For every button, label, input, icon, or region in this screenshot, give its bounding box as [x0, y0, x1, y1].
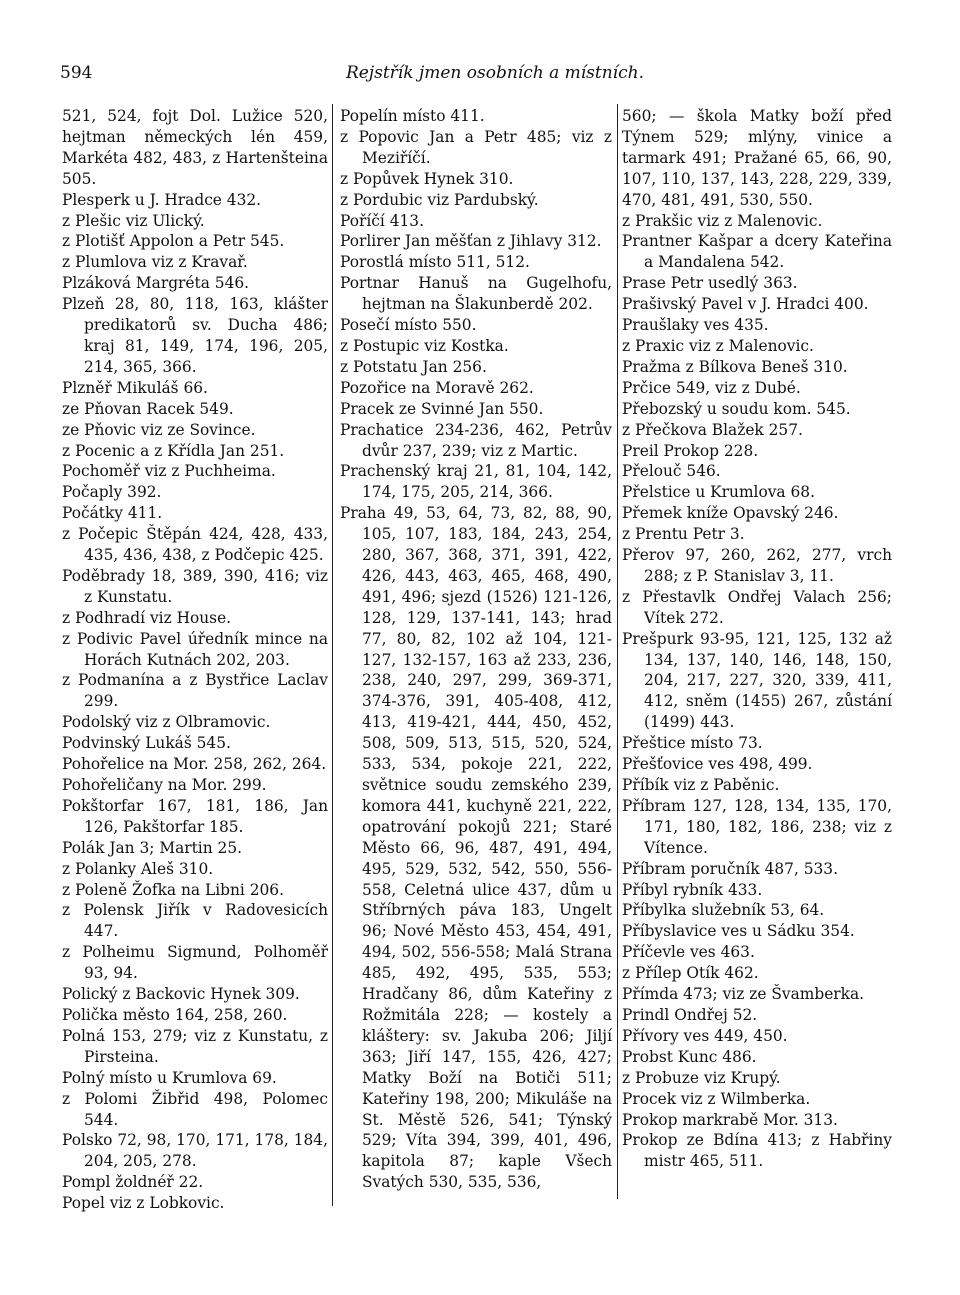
index-entry: Plesperk u J. Hradce 432. — [62, 190, 262, 209]
index-entry: z Prakšic viz z Malenovic. — [622, 211, 823, 230]
index-entry: Polsko 72, 98, 170, 171, 178, 184, 204, 205, 278. — [62, 1131, 328, 1171]
index-entry: Přívory ves 449, 450. — [622, 1026, 788, 1045]
index-entry: Prašivský Pavel v J. Hradci 400. — [622, 295, 869, 314]
index-entry: Prachenský kraj 21, 81, 104, 142, 174, 175, 205, 214, 366. — [340, 462, 612, 502]
index-entry: Počaply 392. — [62, 483, 162, 502]
index-entry: Pohořeličany na Mor. 299. — [62, 776, 267, 794]
index-entry: Příbram poručník 487, 533. — [622, 859, 838, 878]
index-entry: z Praxic viz z Malenovic. — [622, 336, 814, 355]
index-entry: Přešťovice ves 498, 499. — [622, 755, 813, 774]
index-entry: Pochoměř viz z Puchheima. — [62, 462, 276, 481]
index-entry: Pohořelice na Mor. 258, 262, 264. — [62, 755, 327, 774]
index-entry: Poděbrady 18, 389, 390, 416; viz z Kunstatu. — [62, 566, 328, 606]
index-entry: Polický z Backovic Hynek 309. — [62, 985, 300, 1004]
index-entry: ze Pňovic viz ze Sovince. — [62, 420, 256, 439]
index-entry: Příbyslavice ves u Sádku 354. — [622, 922, 855, 941]
index-entry: ze Pňovan Racek 549. — [62, 399, 234, 418]
index-entry: Příbyl rybník 433. — [622, 880, 763, 899]
index-entry: Příbram 127, 128, 134, 135, 170, 171, 180, 182, 186, 238; viz z Vítence. — [622, 796, 892, 857]
index-entry: z Pordubic viz Pardubský. — [340, 190, 539, 209]
index-entry: z Polensk Jiřík v Radovesicích 447. — [62, 901, 328, 941]
index-entry: Plzněř Mikuláš 66. — [62, 378, 208, 397]
index-entry: z Polomi Žibřid 498, Polomec 544. — [62, 1089, 328, 1129]
index-entry: Pokštorfar 167, 181, 186, Jan 126, Pakštorfar 185. — [62, 796, 328, 836]
index-entry: Přemek kníže Opavský 246. — [622, 504, 839, 523]
index-entry: Posečí místo 550. — [340, 316, 477, 335]
index-entry: Prčice 549, viz z Dubé. — [622, 378, 801, 397]
index-entry: z Podivic Pavel úředník mince na Horách Kutnách 202, 203. — [62, 629, 328, 669]
index-entry: Přelouč 546. — [622, 462, 721, 481]
index-entry: Plzeň 28, 80, 118, 163, klášter predikatorů sv. Ducha 486; kraj 81, 149, 174, 196, 205, 214, 365, 366. — [62, 295, 328, 376]
index-entry: Prindl Ondřej 52. — [622, 1005, 758, 1024]
index-entry: z Přestavlk Ondřej Valach 256; Vítek 272. — [622, 587, 892, 627]
index-entry: Příbylka služebník 53, 64. — [622, 901, 825, 920]
index-entry: Praušlaky ves 435. — [622, 316, 769, 335]
index-entry: Probst Kunc 486. — [622, 1047, 757, 1066]
column-divider — [332, 104, 333, 1206]
index-entry: z Plotišť Appolon a Petr 545. — [62, 232, 285, 251]
index-column-left — [62, 106, 328, 1214]
index-entry: z Přílep Otík 462. — [622, 964, 759, 983]
index-column-middle — [340, 106, 612, 1193]
index-entry: Podolský viz z Olbramovic. — [62, 713, 271, 732]
running-title: Rejstřík jmen osobních a místních. — [345, 63, 644, 83]
index-entry: Procek viz z Wilmberka. — [622, 1089, 811, 1108]
index-entry: Polná 153, 279; viz z Kunstatu, z Pirsteina. — [62, 1026, 328, 1066]
index-entry: z Pocenic a z Křídla Jan 251. — [62, 441, 285, 460]
index-entry: Poříčí 413. — [340, 211, 424, 230]
index-entry: Popel viz z Lobkovic. — [62, 1194, 225, 1213]
index-entry: z Potstatu Jan 256. — [340, 357, 487, 376]
index-entry: Porlirer Jan měšťan z Jihlavy 312. — [340, 232, 602, 251]
index-entry: Plzáková Margréta 546. — [62, 274, 250, 293]
index-entry: Pozořice na Moravě 262. — [340, 378, 534, 397]
index-entry: Praha 49, 53, 64, 73, 82, 88, 90, 105, 107, 183, 184, 243, 254, 280, 367, 368, 371, 391, 422, 426, 443, 463, 465, 468, 490, 491, 496; sjezd (1526) 121-126, 128, 129, 137-141, 143; hrad 77, 80, 82, 102 až 104, 121-127, 132-157, 163 až 233, 236, 238, 240, 297, 299, 369-371, 374-376, 391, 405-408, 412, 413, 419-421, 444, 450, 452, 508, 509, 513, 515, 520, 524, 533, 534, pokoje 221, 222, světnice soudu zemského 239, komora 441, kuchyně 221, 222, opatrování pokojů 221; Staré Město 66, 96, 487, 491, 494, 495, 529, 532, 542, 550, 556-558, Celetná ulice 437, dům u Stříbrných páva 183, Ungelt 96; Nové Město 453, 454, 491, 494, 502, 556-558; Malá Strana 485, 492, 495, 535, 553; Hradčany 86, dům Kateřiny z Rožmitála 228; — kostely a kláštery: sv. Jakuba 206; Jiljí 363; Jiří 147, 155, 426, 427; Matky Boží na Botiči 511; Kateřiny 198, 200; Mikuláše na St. Městě 526, 541; Týnský 529; Víta 394, 399, 401, 496, kapitola 87; kaple Všech Svatých 530, 535, 536, — [340, 504, 612, 1192]
index-entry: z Plumlova viz z Kravař. — [62, 253, 248, 272]
index-entry: Prachatice 234-236, 462, Petrův dvůr 237, 239; viz z Martic. — [340, 420, 612, 460]
index-entry: Prokop markrabě Mor. 313. — [622, 1110, 838, 1129]
index-entry: Podvinský Lukáš 545. — [62, 734, 231, 753]
index-entry: Preil Prokop 228. — [622, 441, 759, 460]
index-entry: z Podhradí viz House. — [62, 608, 232, 627]
index-entry: z Přečkova Blažek 257. — [622, 420, 803, 439]
index-entry: Porostlá místo 511, 512. — [340, 253, 530, 272]
index-entry: 521, 524, fojt Dol. Lužice 520, hejtman německých lén 459, Markéta 482, 483, z Hartenšteina 505. — [62, 107, 328, 188]
index-entry: z Probuze viz Krupý. — [622, 1068, 781, 1087]
index-entry: Pražma z Bílkova Beneš 310. — [622, 357, 848, 376]
index-entry: Příčevle ves 463. — [622, 943, 755, 962]
index-entry: Polák Jan 3; Martin 25. — [62, 838, 243, 857]
index-entry: Přerov 97, 260, 262, 277, vrch 288; z P. Stanislav 3, 11. — [622, 546, 892, 585]
index-entry: z Polanky Aleš 310. — [62, 859, 214, 878]
column-divider — [617, 104, 618, 1199]
index-entry: 560; — škola Matky boží před Týnem 529; mlýny, vinice a tarmark 491; Pražané 65, 66, 90, 107, 110, 137, 143, 228, 229, 339, 470, 481, 491, 530, 550. — [622, 107, 892, 209]
index-entry: Portnar Hanuš na Gugelhofu, hejtman na Šlakunberdě 202. — [340, 274, 612, 314]
index-column-right — [622, 106, 892, 1172]
index-entry: Prase Petr usedlý 363. — [622, 274, 798, 293]
index-entry: Pompl žoldnéř 22. — [62, 1173, 204, 1192]
index-entry: Prantner Kašpar a dcery Kateřina a Mandalena 542. — [622, 232, 892, 272]
index-entry: Přímda 473; viz ze Švamberka. — [622, 985, 865, 1004]
index-entry: Prešpurk 93-95, 121, 125, 132 až 134, 137, 140, 146, 148, 150, 204, 217, 227, 320, 339, 411, 412, sněm (1455) 267, zůstání (1499) 443. — [622, 629, 892, 732]
page-number: 594 — [60, 63, 93, 83]
index-entry: Popelín místo 411. — [340, 107, 485, 125]
index-entry: Polný místo u Krumlova 69. — [62, 1068, 277, 1087]
index-entry: z Plešic viz Ulický. — [62, 211, 205, 230]
index-entry: z Popůvek Hynek 310. — [340, 169, 514, 188]
index-entry: z Popovic Jan a Petr 485; viz z Meziříčí. — [340, 127, 612, 167]
index-entry: Polička město 164, 258, 260. — [62, 1005, 288, 1024]
index-entry: Pracek ze Svinné Jan 550. — [340, 399, 544, 418]
index-entry: z Polheimu Sigmund, Polhoměř 93, 94. — [62, 943, 328, 983]
index-entry: Přeštice místo 73. — [622, 734, 763, 753]
index-entry: Prokop ze Bdína 413; z Habřiny mistr 465, 511. — [622, 1131, 892, 1171]
index-entry: z Postupic viz Kostka. — [340, 336, 509, 355]
index-entry: z Prentu Petr 3. — [622, 525, 745, 544]
index-entry: z Počepic Štěpán 424, 428, 433, 435, 436, 438, z Podčepic 425. — [62, 525, 328, 565]
index-entry: z Podmanína a z Bystřice Laclav 299. — [62, 671, 328, 711]
index-entry: Přelstice u Krumlova 68. — [622, 483, 815, 502]
index-entry: z Poleně Žofka na Libni 206. — [62, 880, 284, 899]
index-entry: Příbík viz z Paběnic. — [622, 776, 780, 794]
index-entry: Počátky 411. — [62, 504, 163, 523]
index-entry: Přebozský u soudu kom. 545. — [622, 399, 851, 418]
